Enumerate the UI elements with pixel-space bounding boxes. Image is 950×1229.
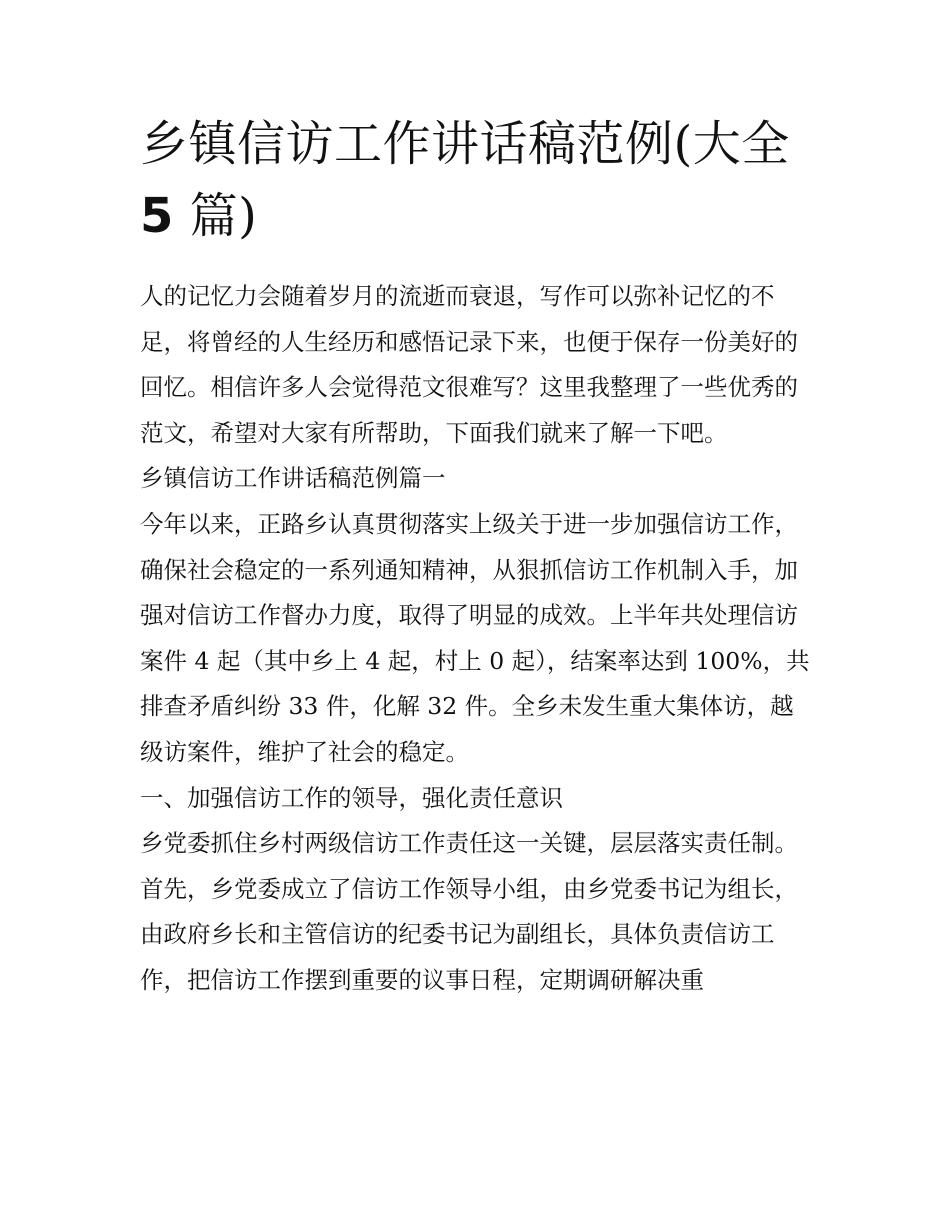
intro-paragraph: 人的记忆力会随着岁月的流逝而衰退，写作可以弥补记忆的不足，将曾经的人生经历和感悟记录下来，也便于保存一份美好的回忆。相信许多人会觉得范文很难写？这里我整理了一些优秀的范文，希望对大家有所帮助，下面我们就来了解一下吧。 [140, 282, 798, 447]
document-body [140, 274, 812, 1004]
summary-paragraph: 今年以来，正路乡认真贯彻落实上级关于进一步加强信访工作，确保社会稳定的一系列通知精神，从狠抓信访工作机制入手，加强对信访工作督办力度，取得了明显的成效。上半年共处理信访案件 4 起（其中乡上 4 起，村上 0 起），结案率达到 100%，共排查矛盾纠纷 33 件，化解 32 件。全乡未发生重大集体访，越级访案件，维护了社会的稳定。 [140, 509, 810, 766]
responsibility-paragraph: 乡党委抓住乡村两级信访工作责任这一关键，层层落实责任制。首先，乡党委成立了信访工作领导小组，由乡党委书记为组长，由政府乡长和主管信访的纪委书记为副组长，具体负责信访工作，把信访工作摆到重要的议事日程，定期调研解决重 [140, 829, 798, 994]
document-title [140, 108, 812, 252]
title-line-2: 篇) [189, 188, 258, 244]
subsection-heading-1: 一、加强信访工作的领导，强化责任意识 [140, 783, 563, 812]
document-content [140, 108, 812, 1004]
title-line-1: 乡镇信访工作讲话稿范例(大全 [140, 116, 790, 172]
title-number: 5 [140, 188, 174, 244]
section-heading-part-1: 乡镇信访工作讲话稿范例篇一 [140, 464, 446, 493]
